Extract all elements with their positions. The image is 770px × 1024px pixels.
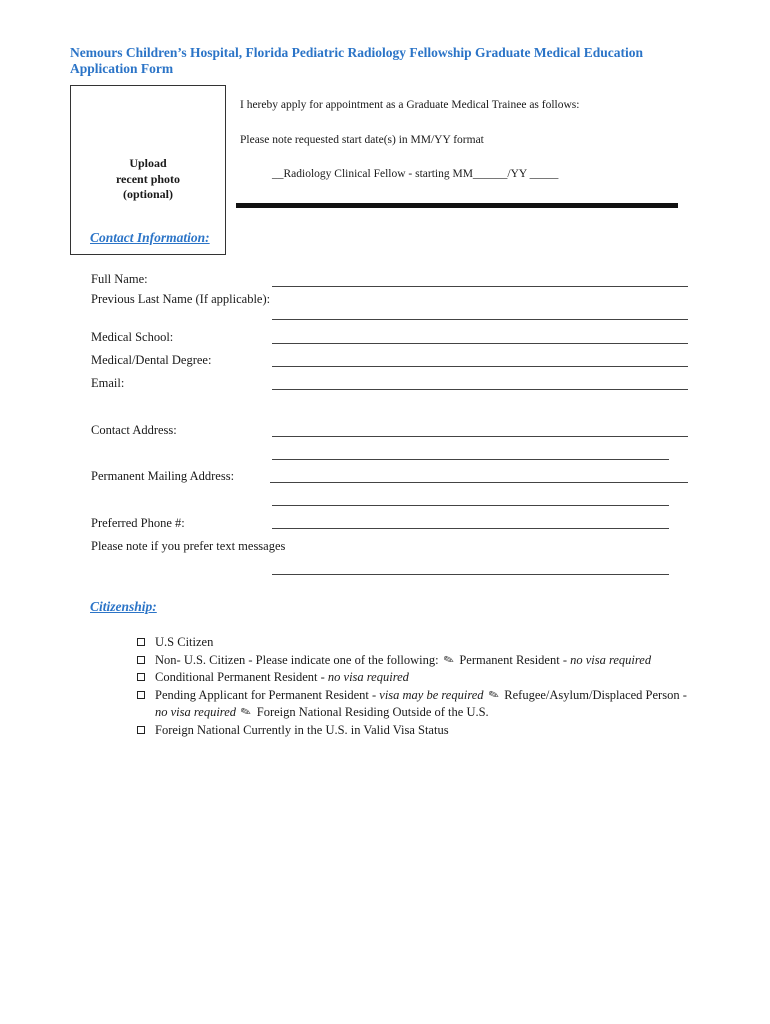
phone-label: Preferred Phone #: xyxy=(91,516,185,530)
degree-label: Medical/Dental Degree: xyxy=(91,353,212,367)
permanent-resident-label: Permanent Resident xyxy=(459,652,560,667)
foreign-in-us-label: Foreign National Currently in the U.S. in Valid Visa Status xyxy=(155,722,449,737)
email-field[interactable] xyxy=(272,389,688,390)
us-citizen-label: U.S Citizen xyxy=(155,635,214,649)
previous-last-name-label: Previous Last Name (If applicable): xyxy=(91,292,271,306)
pending-label: Pending Applicant for Permanent Resident xyxy=(155,687,369,702)
full-name-label: Full Name: xyxy=(91,272,148,286)
email-label: Email: xyxy=(91,376,125,390)
non-us-label: Non- U.S. Citizen - Please indicate one of the following: xyxy=(155,652,439,667)
degree-field[interactable] xyxy=(272,366,688,367)
permanent-address-field-1[interactable] xyxy=(270,482,688,483)
contact-address-field-2[interactable] xyxy=(272,459,669,460)
conditional-note: - no visa required xyxy=(320,670,409,684)
option-foreign-national-in-us[interactable] xyxy=(137,722,697,740)
medical-school-label: Medical School: xyxy=(91,330,174,344)
previous-last-name-field[interactable] xyxy=(272,319,688,320)
medical-school-field[interactable] xyxy=(272,343,688,344)
checkbox-icon[interactable] xyxy=(137,638,145,646)
refugee-note: - no visa required xyxy=(155,687,687,719)
contact-address-label: Contact Address: xyxy=(91,423,177,437)
section-divider xyxy=(236,203,678,208)
option-pending-applicant[interactable] xyxy=(137,687,697,722)
photo-label-line1: Upload xyxy=(129,156,167,170)
checkbox-icon[interactable] xyxy=(137,726,145,734)
citizenship-options xyxy=(137,634,697,739)
photo-label-line2: recent photo xyxy=(115,171,181,186)
start-date-note: Please note requested start date(s) in MM/YY format xyxy=(240,134,484,146)
pen-icon: ✎ xyxy=(441,651,457,668)
checkbox-icon[interactable] xyxy=(137,673,145,681)
page-title: Nemours Children’s Hospital, Florida Pediatric Radiology Fellowship Graduate Medical Education Application Form xyxy=(70,45,644,76)
permanent-address-field-2[interactable] xyxy=(272,505,669,506)
checkbox-icon[interactable] xyxy=(137,691,145,699)
phone-field[interactable] xyxy=(272,528,669,529)
conditional-label: Conditional Permanent Resident xyxy=(155,670,318,684)
application-intro: I hereby apply for appointment as a Graduate Medical Trainee as follows: xyxy=(240,99,580,111)
citizenship-heading: Citizenship: xyxy=(90,599,157,614)
option-non-us-citizen[interactable] xyxy=(137,652,697,670)
pen-icon: ✎ xyxy=(238,703,254,721)
refugee-label: Refugee/Asylum/Displaced Person xyxy=(504,687,680,702)
contact-address-field-1[interactable] xyxy=(272,436,688,437)
text-preference-label: Please note if you prefer text messages xyxy=(91,539,286,553)
text-preference-field[interactable] xyxy=(272,574,669,575)
foreign-outside-label: Foreign National Residing Outside of the U.S. xyxy=(256,705,489,719)
pending-note: - visa may be required xyxy=(371,687,484,702)
photo-upload-label xyxy=(71,156,225,203)
fellow-option[interactable]: __Radiology Clinical Fellow - starting MM______/YY _____ xyxy=(272,168,559,180)
permanent-address-label: Permanent Mailing Address: xyxy=(91,469,235,483)
pen-icon: ✎ xyxy=(486,686,501,703)
photo-label-line3: (optional) xyxy=(122,187,173,201)
option-us-citizen[interactable] xyxy=(137,634,697,652)
option-conditional-resident[interactable] xyxy=(137,669,697,687)
full-name-field[interactable] xyxy=(272,286,688,287)
permanent-resident-note: - no visa required xyxy=(562,652,652,667)
checkbox-icon[interactable] xyxy=(137,656,145,664)
contact-heading: Contact Information: xyxy=(90,230,210,245)
